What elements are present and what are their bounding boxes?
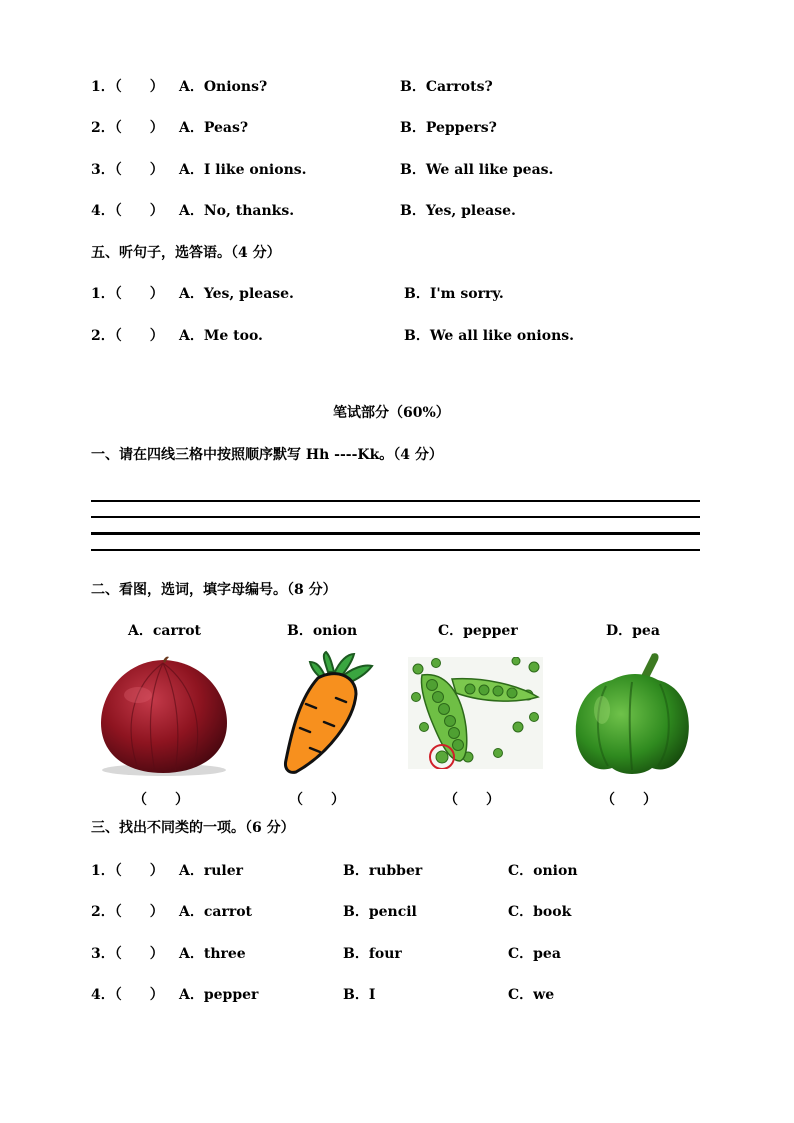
option-b: B．pencil <box>343 904 417 920</box>
section5-heading: 五、听句子，选答语。（4 分） <box>91 245 281 261</box>
option-b: B．four <box>343 946 402 962</box>
option-b: B．Peppers? <box>400 120 497 136</box>
option-a: A．pepper <box>179 987 259 1003</box>
option-b: B．I'm sorry. <box>404 286 504 302</box>
green-pepper-picture <box>572 650 694 777</box>
answer-blank-2[interactable]: （ ） <box>289 792 345 808</box>
question-number: 3．（ ） <box>91 162 164 178</box>
onion-picture <box>93 655 235 777</box>
option-a: A．ruler <box>179 863 244 879</box>
option-b: B．I <box>343 987 376 1003</box>
option-c: C．we <box>508 987 555 1003</box>
q1-heading: 一、请在四线三格中按照顺序默写 Hh ----Kk。（4 分） <box>91 447 443 463</box>
option-a-label: A．carrot <box>128 623 202 639</box>
question-number: 1．（ ） <box>91 79 164 95</box>
option-a: A．Yes, please. <box>179 286 294 302</box>
option-c: C．book <box>508 904 572 920</box>
carrot-picture <box>280 650 375 775</box>
question-number: 1．（ ） <box>91 863 164 879</box>
option-b: B．We all like peas. <box>400 162 554 178</box>
option-b: B．rubber <box>343 863 423 879</box>
option-a: A．I like onions. <box>179 162 307 178</box>
grid-line-3 <box>91 532 700 535</box>
q2-heading: 二、看图，选词，填字母编号。（8 分） <box>91 582 337 598</box>
grid-line-4 <box>91 549 700 551</box>
option-a: A．Peas? <box>179 120 249 136</box>
grid-line-1 <box>91 500 700 502</box>
option-b: B．We all like onions. <box>404 328 575 344</box>
grid-line-2 <box>91 516 700 518</box>
option-a: A．three <box>179 946 246 962</box>
option-b-label: B．onion <box>287 623 358 639</box>
written-part-title: 笔试部分（60%） <box>333 405 450 421</box>
option-c: C．onion <box>508 863 578 879</box>
option-c-label: C．pepper <box>438 623 518 639</box>
option-a: A．Onions? <box>179 79 268 95</box>
q3-heading: 三、找出不同类的一项。（6 分） <box>91 820 295 836</box>
option-a: A．Me too. <box>179 328 263 344</box>
question-number: 3．（ ） <box>91 946 164 962</box>
answer-blank-1[interactable]: （ ） <box>133 792 189 808</box>
question-number: 1．（ ） <box>91 286 164 302</box>
option-c: C．pea <box>508 946 561 962</box>
answer-blank-4[interactable]: （ ） <box>601 792 657 808</box>
answer-blank-3[interactable]: （ ） <box>444 792 500 808</box>
question-number: 4．（ ） <box>91 987 164 1003</box>
option-d-label: D．pea <box>606 623 660 639</box>
option-a: A．carrot <box>179 904 253 920</box>
option-a: A．No, thanks. <box>179 203 295 219</box>
question-number: 2．（ ） <box>91 904 164 920</box>
question-number: 4．（ ） <box>91 203 164 219</box>
question-number: 2．（ ） <box>91 120 164 136</box>
pea-pod-picture <box>408 657 543 769</box>
option-b: B．Yes, please. <box>400 203 516 219</box>
option-b: B．Carrots? <box>400 79 493 95</box>
question-number: 2．（ ） <box>91 328 164 344</box>
